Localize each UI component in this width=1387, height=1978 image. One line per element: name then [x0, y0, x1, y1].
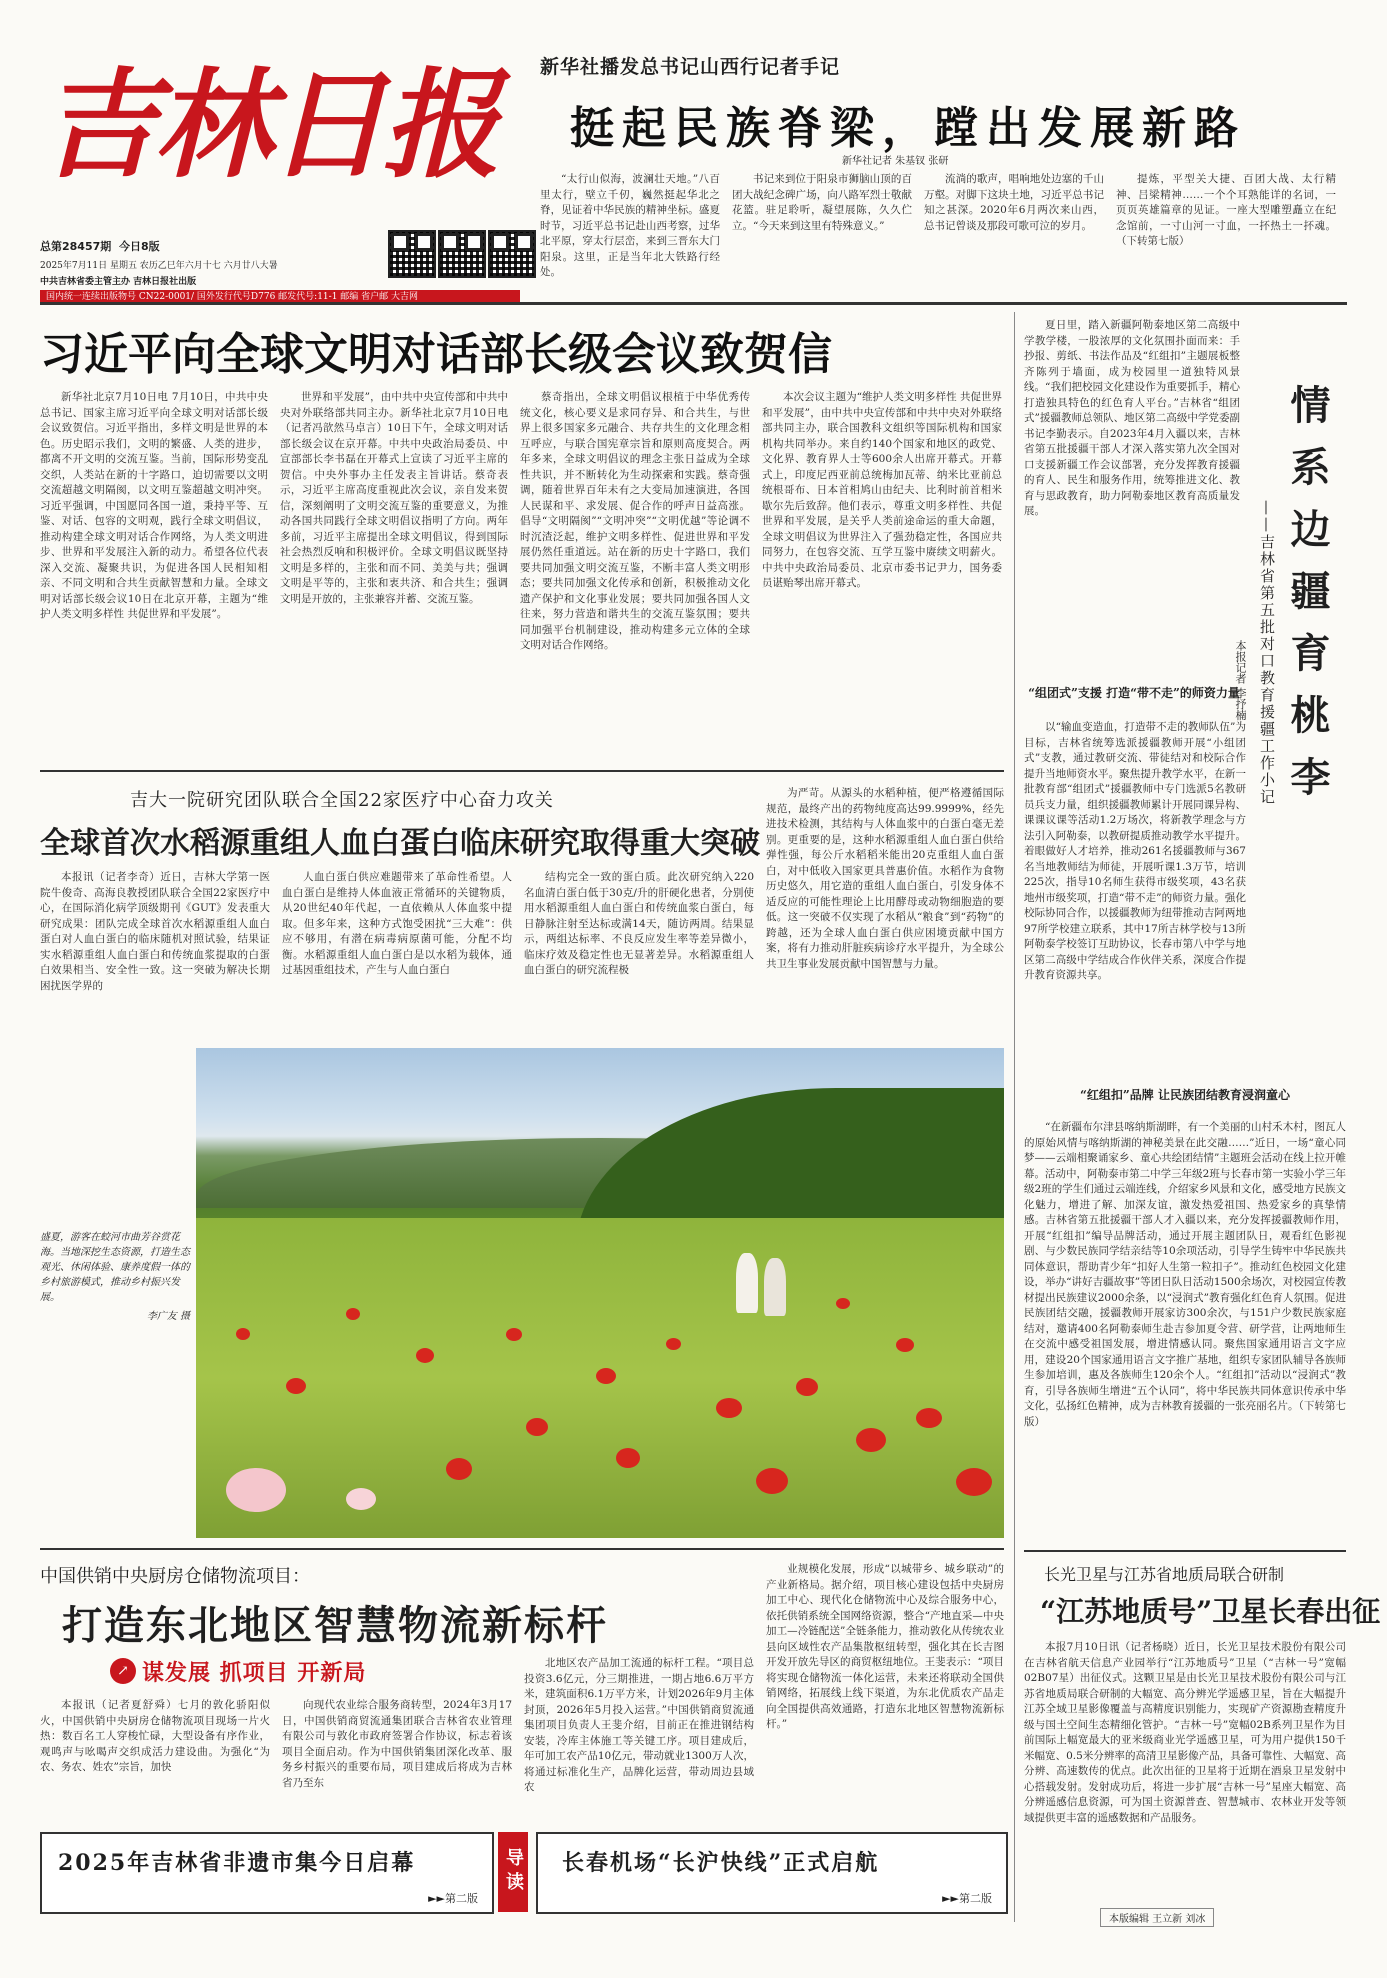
lead-story-col: 提炼，平型关大捷、百团大战、太行精神、吕梁精神……一个个耳熟能详的名词，一页页英雄篇章的见证。一座大型雕塑矗立在纪念馆前，一寸山河一寸血，一抔热土一抔魂。（下转第七版）: [1116, 173, 1336, 247]
sidebar-section-body: 以“输血变造血，打造带不走的教师队伍”为目标，吉林省统筹选派援疆教师开展“小组团式”支教，通过教研交流、带徒结对和校际合作提升当地师资水平。聚焦提升教学水平，在新一批教育部“组团式”援疆教师中专门选派5名教研员兵支力量，组织援疆教师累计开展同课异构、课课议课等活动1.2万场次，将新教学理念与方法引入阿勒泰，以教研提质推动教学水平提升。着眼做好人才培养，推动261名援疆教师与367名当地教师结为师徒，开展听课1.3万节，培训225次，指导10名师生获得市级奖项，43名获地州市级奖项，打造“带不走”的师资力量。强化校际协同合作，以援疆教师为纽带推动吉阿两地97所学校建立联系，其中17所吉林学校与13所阿勒泰学校签订互助协议，长春市第八中学与地区第二高级中学结成合作伙伴关系，深度合作提升教育资源共享。: [1024, 721, 1246, 981]
person: [764, 1258, 786, 1316]
poppy: [916, 1408, 942, 1428]
divider: [1014, 312, 1015, 1922]
registration-bar: 国内统一连续出版物号 CN22-0001/ 国外发行代号D776 邮发代号:11-1 邮编 省户邮 大吉网: [40, 290, 520, 304]
sidebar-section-title: “组团式”支援 打造“带不走”的师资力量: [1028, 686, 1240, 700]
poppy: [616, 1448, 640, 1468]
poppy: [416, 1348, 434, 1363]
research-story-col: 结构完全一致的蛋白质。此次研究纳入220名血清白蛋白低于30克/升的肝硬化患者，分别使用水稻源重组人血白蛋白和传统血浆白蛋白，每日静脉注射至达标或满14天，随访两周。结果显示，两组达标率、不良反应发生率等差异微小，临床疗效及稳定性也无显著差异。水稻源重组人血白蛋白的研究流程极: [524, 871, 754, 976]
lead-story-byline: 新华社记者 朱基钗 张研: [842, 156, 949, 167]
photo-credit: 李广友 摄: [146, 1311, 190, 1322]
column-tag: [110, 1656, 366, 1686]
guide-item[interactable]: [40, 1832, 494, 1914]
photo-caption-text: 盛夏，游客在蛟河市曲芳谷赏花海。当地深挖生态资源，打造生态观光、休闲体验、康养度假一体的乡村旅游模式，推动乡村振兴发展。: [40, 1232, 190, 1303]
logistics-story-col: 北地区农产品加工流通的标杆工程。“项目总投资3.6亿元，分三期推进，一期占地6.6万平方米，建筑面积6.1万平方米，计划2026年9月主体封顶，2026年5月投入运营。”中国供销商贸流通集团项目负责人王斐介绍，目前正在推进钢结构安装，冷库主体施工等关键工序。项目建成后，年可加工农产品10亿元，带动就业1300万人次，将通过标准化生产，品牌化运营，带动周边县域农: [524, 1657, 754, 1793]
guide-item-title: 长春机场“长沪快线”正式启航: [562, 1850, 880, 1876]
logistics-story-headline: 打造东北地区智慧物流新标杆: [62, 1602, 608, 1649]
guide-item[interactable]: [536, 1832, 1008, 1914]
divider: [40, 302, 1347, 305]
page-count: 今日8版: [118, 240, 160, 253]
pink-poppy: [346, 1488, 376, 1510]
issue-no: 总第28457期: [40, 240, 112, 253]
lead-story-col: 书记来到位于阳泉市狮脑山顶的百团大战纪念碑广场，向八路军烈士敬献花篮。驻足聆听，凝望展陈，久久伫立。“今天来到这里有特殊意义。”: [732, 173, 912, 232]
photo-caption: [40, 1230, 190, 1324]
poppy: [286, 1378, 306, 1394]
page-editor: 本版编辑 王立新 刘冰: [1100, 1908, 1214, 1927]
poppy: [596, 1368, 616, 1384]
qr-code-icon: [488, 230, 536, 278]
satellite-story-headline: “江苏地质号”卫星长春出征: [1040, 1595, 1381, 1628]
column-tag-icon: ↗: [110, 1658, 136, 1684]
research-story-col: 人血白蛋白供应难题带来了革命性希望。人血白蛋白是维持人体血液正常循环的关键物质，从20世纪40年代起，一直依赖从人体血浆中提取。但多年来，这种方式饱受困扰“三大难”：供应不够用，有潜在病毒病原菌可能，分配不均衡。水稻源重组人血白蛋白是以水稻为载体，通过基因重组技术，产生与人血白蛋白: [282, 871, 512, 976]
research-story-headline: 全球首次水稻源重组人血白蛋白临床研究取得重大突破: [40, 826, 760, 861]
poppy: [236, 1328, 250, 1340]
main-story-headline: 习近平向全球文明对话部长级会议致贺信: [40, 329, 832, 380]
lead-story-headline: 挺起民族脊梁，蹚出发展新路: [570, 103, 1246, 154]
sidebar-lead: 夏日里，踏入新疆阿勒泰地区第二高级中学教学楼，一股浓厚的文化氛围扑面而来：手抄报、剪纸、书法作品及“红组扣”主题展板整齐陈列于墙面，成为校园里一道独特风景线。“我们把校园文化建设作为重要抓手，精心打造独具特色的红色育人平台。”吉林省“组团式”援疆教师总领队、地区第二高级中学党委副书记李勤表示。自2023年4月入疆以来，吉林省第五批援疆干部人才深入落实第九次全国对口支援新疆工作会议部署，充分发挥教育援疆的育人、民生和服务作用，统筹推进文化、教育与思政教育，助力阿勒泰地区教育高质量发展。: [1024, 319, 1240, 517]
logistics-story-col: 业规模化发展，形成“以城带乡、城乡联动”的产业新格局。据介绍，项目核心建设包括中央厨房加工中心、现代化仓储物流中心及综合服务中心，依托供销系统全国网络资源，整合“产地直采—中央加工—冷链配送”全链条能力，推动敦化从传统农业县向区域性农产品集散枢纽转型，强化其在长吉图开发开放先导区的商贸枢纽地位。王斐表示：“项目将实现仓储物流一体化运营，未来还将联动全国供销网络，拓展线上线下渠道，为东北优质农产品走向全国提供高效通路，打造东北地区智慧物流新标杆。”: [766, 1563, 1004, 1730]
guide-item-page: ►►第二版: [942, 1892, 992, 1905]
sidebar-headline: 情系边疆育桃李: [1284, 384, 1331, 818]
pink-poppy: [226, 1468, 286, 1512]
date-line: 2025年7月11日 星期五 农历乙巳年六月十七 六月廿八大暑: [40, 261, 278, 271]
sidebar-byline: 本报记者 李抒楠: [1234, 640, 1247, 721]
lead-story-kicker: 新华社播发总书记山西行记者手记: [540, 56, 841, 78]
guide-item-page: ►►第二版: [428, 1892, 478, 1905]
divider: [1024, 1550, 1346, 1552]
guide-item-title: 2025年吉林省非遗市集今日启幕: [58, 1850, 416, 1876]
guide-label: 导读: [498, 1832, 528, 1912]
research-story-kicker: 吉大一院研究团队联合全国22家医疗中心奋力攻关: [130, 790, 554, 811]
masthead-title: 吉林日报: [40, 55, 497, 194]
poppy: [756, 1468, 788, 1494]
poppy: [446, 1458, 472, 1480]
poppy: [666, 1338, 681, 1350]
lead-story-col: “太行山似海，波澜壮天地。”八百里太行，壁立千仞，巍然挺起华北之脊，见证着中华民族的精神坐标。盛夏时节，习近平总书记赴山西考察，过华北平原，穿太行层峦，来到三晋东大门阳泉。这里，正是当年北大铁路行经处。: [540, 173, 720, 278]
satellite-story-body: 本报7月10日讯（记者杨晓）近日，长光卫星技术股份有限公司在吉林省航天信息产业园举行“江苏地质号”卫星（“吉林一号”宽幅02B07星）出征仪式。这颗卫星是由长光卫星技术股份有限公司与江苏省地质局联合研制的大幅宽、高分辨光学遥感卫星，旨在大幅提升江苏全域卫星影像覆盖与高精度识别能力，实现矿产资源勘查精度升级与国土空间生态精细化管护。“吉林一号”宽幅02B系列卫星作为目前国际上幅宽最大的亚米级商业光学遥感卫星，可为用户提供150千米幅宽、0.5米分辨率的高清卫星影像产品，具备可靠性、大幅宽、高分辨、高速数传的优点。此次出征的卫星将于近期在酒泉卫星发射中心搭载发射。发射成功后，将进一步扩展“吉林一号”星座大幅宽、高分辨遥感信息资源，可为国土资源普查、智慧城市、农林业开发等领域提供更丰富的遥感数据和产品服务。: [1024, 1641, 1346, 1824]
sidebar-section-body-cont: [1024, 1000, 1346, 1080]
sidebar-section-title: “红组扣”品牌 让民族团结教育浸润童心: [1080, 1088, 1290, 1102]
sponsor-line: 中共吉林省委主管主办 吉林日报社出版: [40, 277, 197, 287]
lead-story-col: 流淌的歌声，唱响地处边塞的千山万壑。对脚下这块土地，习近平总书记知之甚深。2020年6月两次来山西，总书记曾谈及那段可歌可泣的岁月。: [924, 173, 1104, 232]
column-tag-text: 谋发展 抓项目 开新局: [142, 1659, 367, 1686]
logistics-story-col: 本报讯（记者夏舒舜）七月的敦化骄阳似火，中国供销中央厨房仓储物流项目现场一片火热：数百名工人穿梭忙碌，大型设备有序作业，观鸣声与吆喝声交织成活力建设曲。为强化“为农、务农、姓农”宗旨，加快: [40, 1699, 270, 1773]
poppy: [346, 1308, 360, 1320]
divider: [40, 1548, 1004, 1550]
main-story-col: 蔡奇指出，全球文明倡议根植于中华优秀传统文化，核心要义是求同存异、和合共生，与世界上很多国家多元融合、共存共生的文化理念相互呼应，与联合国宪章宗旨和原则高度契合。两年多来，全球文明倡议的理念主张日益成为全球性共识，并不断转化为生动探索和实践。蔡奇强调，随着世界百年未有之大变局加速演进，各国人民谋和平、求发展、促合作的呼声日益高涨。倡导“文明隔阂”“文明冲突”“文明优越”等论调不时沉渣泛起，维护文明多样性、促进世界和平发展仍然任重道远。站在新的历史十字路口，我们要共同加强文明交流互鉴，不断丰富人类文明形态；要共同加强文化传承和创新，积极推动文化遗产保护和文化事业发展；要共同加强各国人文往来，努力营造和谐共生的交流互鉴氛围；要共同加强平台机制建设，推动构建多元立体的全球文明对话合作网络。: [520, 391, 750, 651]
poppy: [896, 1338, 914, 1352]
poppy: [856, 1428, 886, 1452]
logistics-story-col: 向现代农业综合服务商转型，2024年3月17日，中国供销商贸流通集团联合吉林省农业管理有限公司与敦化市政府签署合作协议，标志着该项目全面启动。作为中国供销集团深化改革、服务乡村振兴的重要布局，项目建成后将成为吉林省乃至东: [282, 1699, 512, 1789]
satellite-story-kicker: 长光卫星与江苏省地质局联合研制: [1044, 1565, 1285, 1584]
issue-number: [40, 238, 160, 254]
poppy: [956, 1468, 992, 1496]
poppy: [716, 1398, 742, 1418]
flower-field-photo: [196, 1048, 1004, 1538]
main-story-col: 本次会议主题为“维护人类文明多样性 共促世界和平发展”，由中共中央宣传部和中共中央对外联络部共同主办，联合国教科文组织等国际机构和国家机构共同举办。来自约140个国家和地区的政党、文化界、教育界人士等600余人出席开幕式。开幕式上，印度尼西亚前总统梅加瓦蒂、纳米比亚前总统根哥布、日本首相鸠山由纪夫、比利时前首相米歇尔先后致辞。他们表示，尊重文明多样性、共促世界和平发展，是关乎人类前途命运的重大命题，全球文明倡议为世界注入了强劲稳定性，各国应共同努力，在包容交流、互学互鉴中赓续文明薪火。中共中央政治局委员、北京市委书记尹力，国务委员谌贻琴出席开幕式。: [762, 391, 1002, 589]
main-story-col: 世界和平发展”，由中共中央宣传部和中共中央对外联络部共同主办。新华社北京7月10日电（记者冯歆然马卓言）10日下午，全球文明对话部长级会议在京开幕。中共中央政治局委员、中宣部部长李书磊在开幕式上宣读了习近平主席的贺信。中央外事办主任发表主旨讲话。蔡奇表示，习近平主席高度重视此次会议，亲自发来贺信，深刻阐明了文明交流互鉴的重要意义，为推动各国共同践行全球文明倡议指明了方向。两年多前，习近平主席提出全球文明倡议，得到国际社会热烈反响和积极评价。全球文明倡议既坚持文明是多样的，主张和而不同、美美与共；强调文明是平等的，主张和衷共济、和合共生；强调文明是开放的，主张兼容并蓄、交流互鉴。: [280, 391, 508, 605]
person: [736, 1253, 758, 1313]
poppy: [836, 1298, 850, 1309]
qr-code-icon: [438, 230, 486, 278]
poppy: [526, 1418, 548, 1436]
research-story-col: 为严苛。从源头的水稻种植，便严格遵循国际规范，最终产出的药物纯度高达99.9999%，经先进技术检测，其结构与人体血浆中的白蛋白毫无差别。更重要的是，这种水稻源重组人血白蛋白供给弹性强，每公斤水稻稻米能出20克重组人血白蛋白，对中低收入国家更具普惠价值。水稻作为食物历史悠久，用它造的重组人血白蛋白，引发身体不适反应的可能性理论上比用酵母或动物细胞造的要低。这一突破不仅实现了水稻从“粮食”到“药物”的跨越，还为全球人血白蛋白供应困境贡献中国方案，将有力推动肝脏疾病诊疗水平提升，为全球公共卫生事业发展贡献中国智慧与力量。: [766, 787, 1004, 970]
poppy: [796, 1378, 818, 1396]
sidebar-section-body: “在新疆布尔津县喀纳斯湖畔，有一个美丽的山村禾木村，图瓦人的原始风情与喀纳斯湖的神秘美景在此交融……”近日，一场“童心同梦——云端相聚诵家乡、童心共绘团结情”主题班会活动在线上拉开帷幕。活动中，阿勒泰市第二中学三年级2班与长春市第一实验小学三年级2班的学生们通过云端连线，介绍家乡风景和文化，感受地方民族文化魅力，增进了解、加深友谊，激发热爱祖国、热爱家乡的真挚情感。吉林省第五批援疆干部人才入疆以来，充分发挥援疆教师作用，开展“红组扣”编导品牌活动，通过开展主题团队日，观看红色影视剧、与少数民族同学结亲结等10余项活动，引导学生铸牢中华民族共同体意识，帮助青少年“扣好人生第一粒扣子”。推动红色校园文化建设，举办“讲好吉疆故事”等团日队日活动1500余场次，对校园宣传教材提出民族建议2000余条，以“浸润式”教育强化红色育人氛围。促进民族团结交融，援疆教师开展家访300余次，与151户少数民族家庭结对，邀请400名阿勒泰师生赴吉参加夏令营、研学营，让两地师生在交流中感受祖国发展，增进情感认同。聚焦国家通用语言文字应用，建设20个国家通用语言文字推广基地，组织专家团队辅导各族师生参加培训，惠及各族师生120余个人。“红组扣”活动以“浸润式”教育，引导各族师生增进“五个认同”，将中华民族共同体意识传承中华文化，弘扬红色精神，成为吉林教育援疆的一张亮丽名片。（下转第七版）: [1024, 1121, 1346, 1428]
research-story-col: 本报讯（记者李奇）近日，吉林大学第一医院牛俊奇、高海良教授团队联合全国22家医疗中心，在国际消化病学顶级期刊《GUT》发表重大研究成果：团队完成全球首次水稻源重组人血白蛋白对人血白蛋白的临床随机对照试验，结果证实水稻源重组人血白蛋白和传统血浆提取的白蛋白效果相当、安全性一致。这一突破为解决长期困扰医学界的: [40, 871, 270, 992]
qr-code-icon: [388, 230, 436, 278]
logistics-story-kicker: 中国供销中央厨房仓储物流项目：: [40, 1566, 310, 1587]
main-story-col: 新华社北京7月10日电 7月10日，中共中央总书记、国家主席习近平向全球文明对话部长级会议致贺信。习近平指出，多样文明是世界的本色。历史昭示我们，文明的繁盛、人类的进步，都离不开文明的交流互鉴。当前，国际形势变乱交织，人类站在新的十字路口，迫切需要以文明交流超越文明隔阂，以文明互鉴超越文明冲突。习近平强调，中国愿同各国一道，秉持平等、互鉴、对话、包容的文明观，践行全球文明倡议，推动构建全球文明对话合作网络，为人类文明进步、世界和平发展注入新的动力。希望各位代表深入交流、凝聚共识，为促进各国人民相知相亲、不同文明和合共生贡献智慧和力量。全球文明对话部长级会议10日在北京开幕，主题为“维护人类文明多样性 共促世界和平发展”。: [40, 391, 268, 620]
poppy: [506, 1328, 522, 1341]
sidebar-subtitle: ——吉林省第五批对口教育援疆工作小记: [1258, 500, 1276, 806]
divider: [40, 770, 1004, 772]
